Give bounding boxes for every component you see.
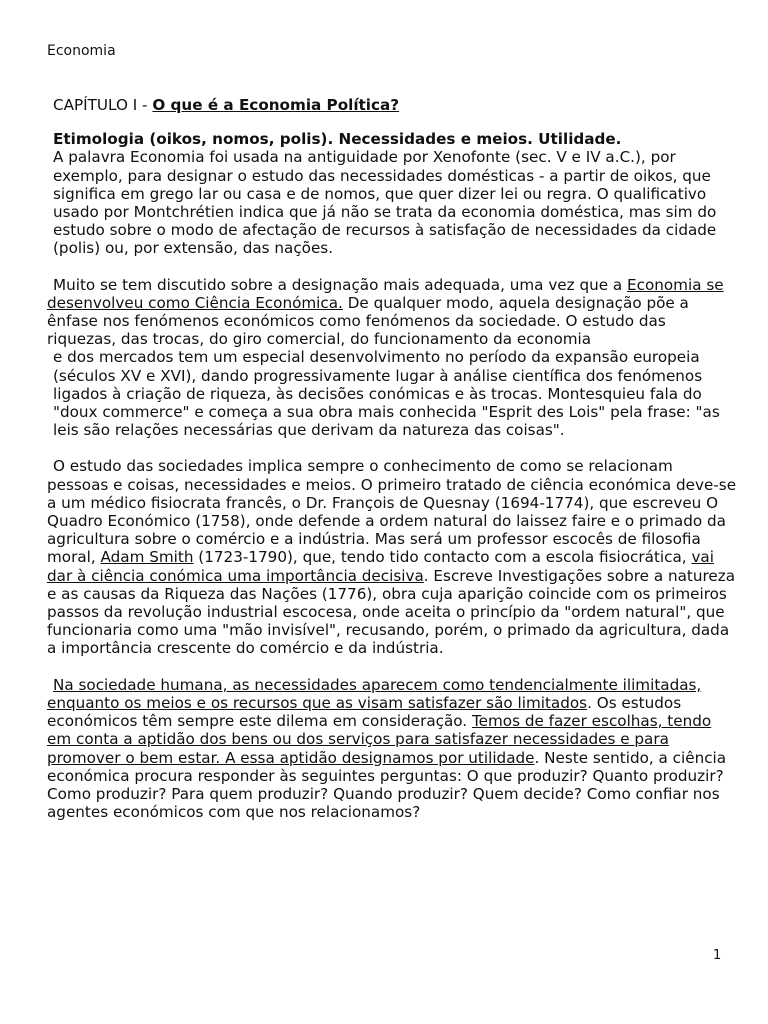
paragraph-3-end: . Escreve Investigações sobre a natureza e as causas da Riqueza das Nações (1776), obra cuja aparição coincide com os primeiros passos da revolução industrial escocesa, onde aceita o princípio da "ordem natural", que funcionaria como uma "mão invisível", recusando, porém, o primado da agricultura, dada a importância crescente do comércio e da indústria. — [47, 566, 736, 658]
section-heading: Etimologia (oikos, nomos, polis). Necessidades e meios. Utilidade. — [53, 130, 622, 149]
paragraph-2 — [47, 276, 737, 349]
chapter-prefix: CAPÍTULO I - — [53, 96, 153, 114]
paragraph-2-start: Muito se tem discutido sobre a designação mais adequada, uma vez que a — [53, 275, 628, 294]
paragraph-2-middle: De qualquer modo, aquela designação põe a ênfase nos fenómenos económicos como fenómenos da sociedade. O estudo das riquezas, das trocas, do giro comercial, do funcionamento da economia — [47, 293, 689, 349]
chapter-title-link: O que é a Economia Política? — [152, 96, 400, 114]
paragraph-3-middle: (1723-1790), que, tendo tido contacto com a escola fisiocrática, — [193, 548, 692, 567]
paragraph-2-underline: Economia se desenvolveu como Ciência Económica. — [47, 275, 724, 312]
paragraph-2-continued: e dos mercados tem um especial desenvolvimento no período da expansão europeia (séculos XV e XVI), dando progressivamente lugar à análise científica dos fenómenos ligados à criação de riqueza, às decisões conómicas e às trocas. Montesquieu fala do "doux commerce" e começa a sua obra mais conhecida "Esprit des Lois" pela frase: "as leis são relações necessárias que derivam da natureza das coisas". — [53, 348, 720, 440]
paragraph-4-middle: . Os estudos económicos têm sempre este dilema em consideração. — [47, 693, 682, 731]
paragraph-3-underline-adam-smith: Adam Smith — [100, 548, 194, 567]
paragraph-4-underline-utility: Temos de fazer escolhas, tendo em conta a aptidão dos bens ou dos serviços para satisfazer necessidades e para promover o bem estar. A essa aptidão designamos por utilidade — [47, 712, 712, 767]
page-header: Economia — [47, 43, 116, 59]
document-body — [47, 96, 737, 821]
paragraph-4 — [47, 676, 737, 822]
paragraph-3-start: O estudo das sociedades implica sempre o conhecimento de como se relacionam pessoas e coisas, necessidades e meios. O primeiro tratado de ciência económica deve-se a um médico fisiocrata francês, o Dr. François de Quesnay (1694-1774), que escreveu O Quadro Económico (1758), onde defende a ordem natural do laissez faire e o primado da agricultura sobre o comércio e a indústria. Mas será um professor escocês de filosofia moral, — [47, 457, 737, 567]
paragraph-3 — [47, 457, 737, 657]
paragraph-1: A palavra Economia foi usada na antiguidade por Xenofonte (sec. V e IV a.C.), por exemplo, para designar o estudo das necessidades domésticas - a partir de oikos, que significa em grego lar ou casa e de nomos, que quer dizer lei ou regra. O qualificativo usado por Montchrétien indica que já não se trata da economia doméstica, mas sim do estudo sobre o modo de afectação de recursos à satisfação de necessidades da cidade (polis) ou, por extensão, das nações. — [53, 148, 717, 258]
paragraph-3-underline-importance: vai dar à ciência conómica uma importância decisiva — [47, 548, 714, 585]
paragraph-4-end: . Neste sentido, a ciência económica procura responder às seguintes perguntas: O que produzir? Quanto produzir? Como produzir? Para quem produzir? Quando produzir? Quem decide? Como confiar nos agentes económicos com que nos relacionamos? — [47, 748, 727, 822]
paragraph-4-underline-needs: Na sociedade humana, as necessidades aparecem como tendencialmente ilimitadas, enquanto os meios e os recursos que as visam satisfazer são limitados — [47, 675, 702, 712]
chapter-title — [47, 96, 737, 114]
page-number: 1 — [713, 948, 722, 963]
